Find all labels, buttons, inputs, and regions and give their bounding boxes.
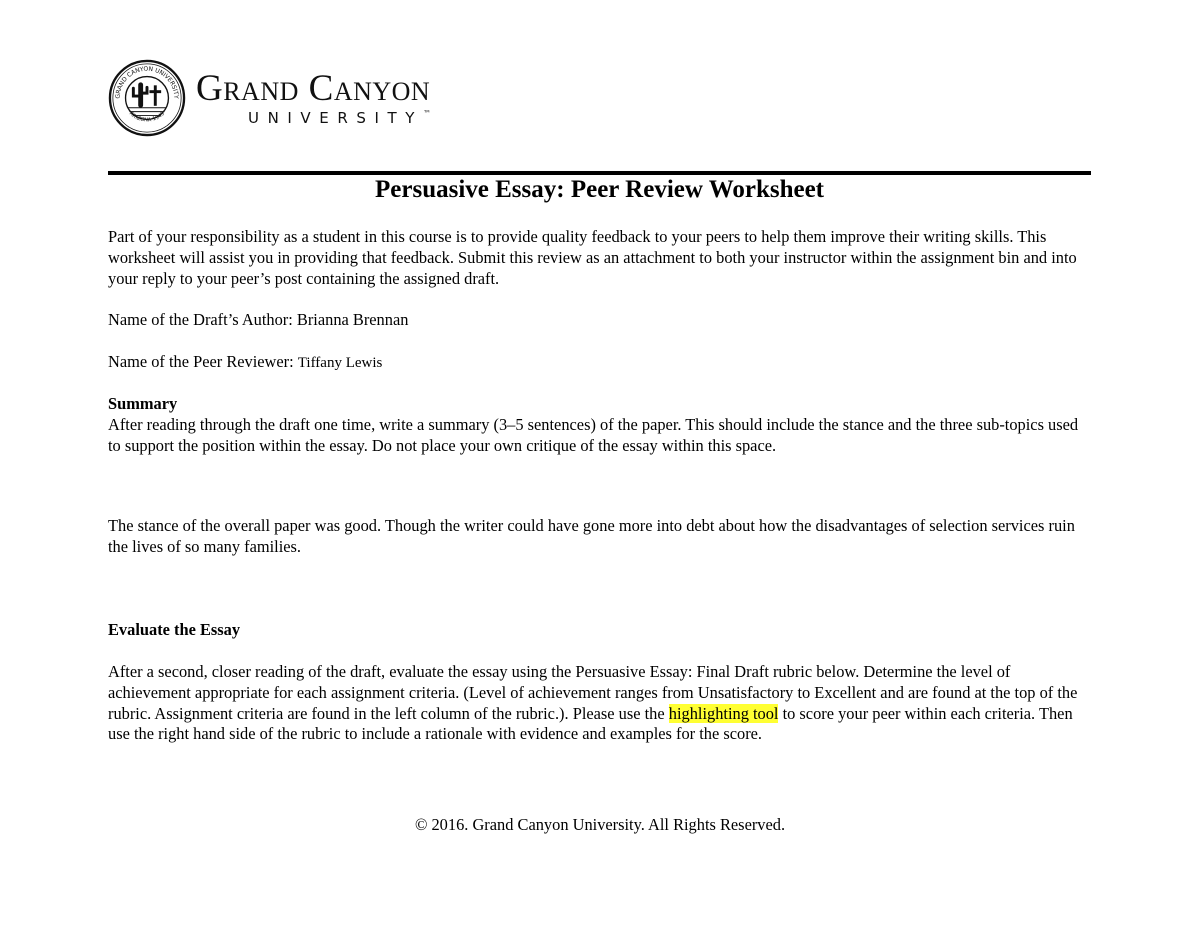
evaluate-text-part2: to score your peer within each criteria. Then use the right hand side of the rubric to include a rationale with evidence and examples for the score. xyxy=(108,703,1073,744)
saguaro-cross-seal-icon xyxy=(108,59,186,137)
author-label: Name of the Draft’s Author: xyxy=(108,310,297,329)
reviewer-line xyxy=(108,352,1093,374)
summary-instructions: After reading through the draft one time, write a summary (3–5 sentences) of the paper. This should include the stance and the three sub-topics used to support the position within the essay. Do not place your own critique of the essay within this space. xyxy=(108,414,1079,455)
university-logo xyxy=(108,58,431,138)
author-line xyxy=(108,310,1093,331)
author-value: Brianna Brennan xyxy=(296,310,409,329)
logo-wordmark xyxy=(196,67,432,127)
reviewer-value: Tiffany Lewis xyxy=(297,355,383,371)
intro-paragraph: Part of your responsibility as a student in this course is to provide quality feedback to your peers to help them improve their writing skills. This worksheet will assist you in providing that feedback. Submit this review as an attachment to both your instructor within the assignment bin and into your reply to your peer’s post containing the assigned draft. xyxy=(108,227,1077,288)
reviewer-label: Name of the Peer Reviewer: xyxy=(108,352,298,371)
copyright-footer: © 2016. Grand Canyon University. All Rights Reserved. xyxy=(414,815,786,834)
evaluate-text-part1: After a second, closer reading of the draft, evaluate the essay using the Persuasive Essay: Final Draft rubric below. Determine the level of achievement appropriate for each assignment criteria. (Level of achievement ranges from Unsatisfactory to Excellent and are found at the top of the rubric. Assignment criteria are found in the left column of the rubric.). Please use the xyxy=(108,662,1078,723)
page-title: Persuasive Essay: Peer Review Worksheet xyxy=(375,176,824,203)
seal-text-bottom: ARIZONA 1949 xyxy=(128,110,166,124)
summary-response: The stance of the overall paper was good. Though the writer could have gone more into debt about how the disadvantages of selection services ruin the lives of so many families. xyxy=(108,516,1075,556)
summary-section xyxy=(108,394,1093,456)
logo-main-text: Grand Canyon xyxy=(196,67,431,109)
logo-sub-text xyxy=(248,109,431,127)
trademark-mark: ™ xyxy=(423,108,432,118)
seal-text-top: GRAND CANYON UNIVERSITY xyxy=(114,65,180,99)
summary-heading: Summary xyxy=(108,394,178,413)
highlighted-text: highlighting tool xyxy=(668,703,779,723)
evaluate-instructions xyxy=(108,662,1093,745)
evaluate-heading: Evaluate the Essay xyxy=(108,620,241,639)
logo-sub-word: UNIVERSITY xyxy=(248,108,424,127)
